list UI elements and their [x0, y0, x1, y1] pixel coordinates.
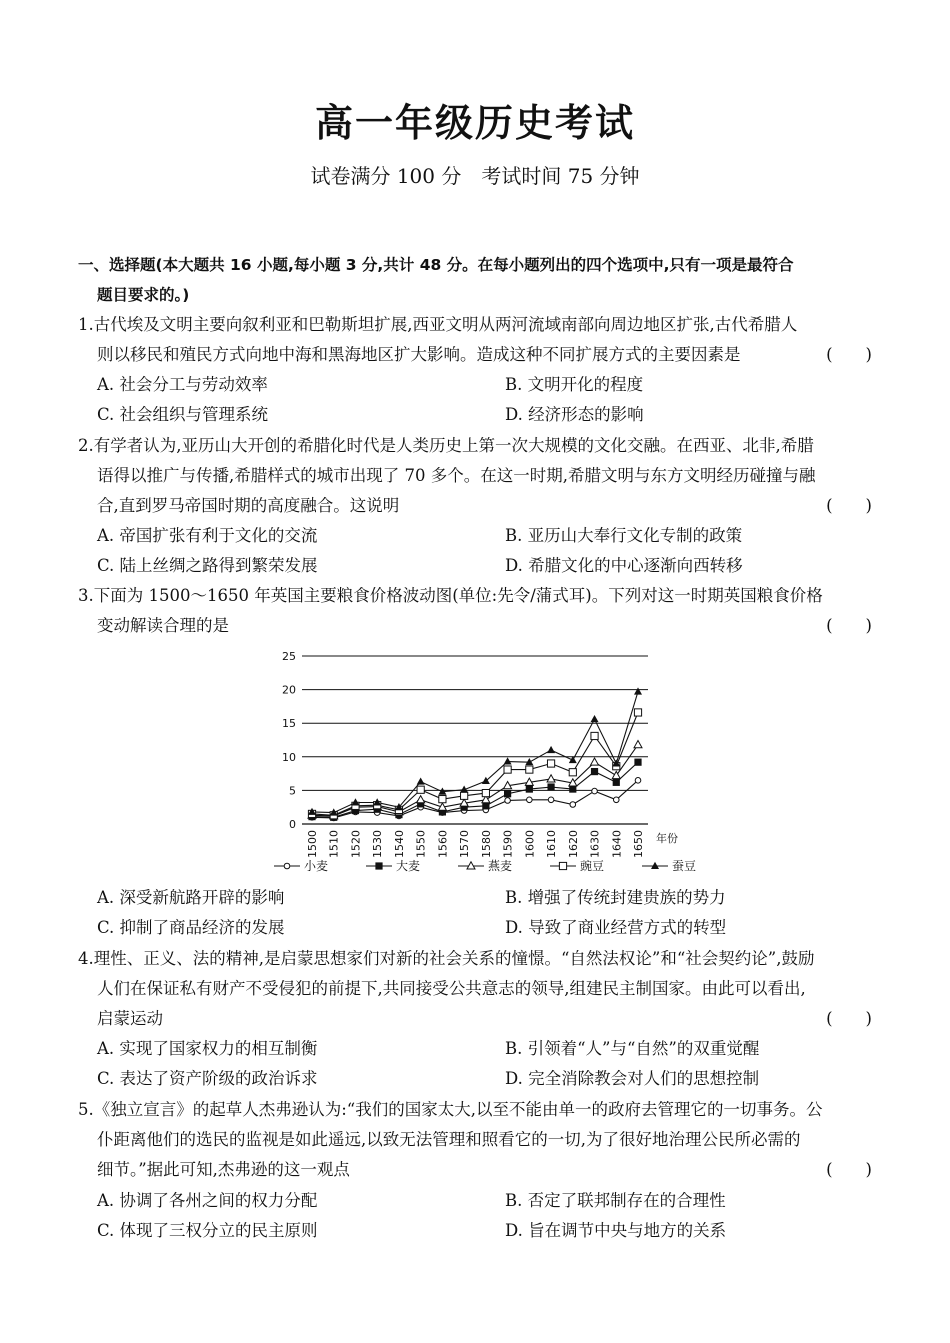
y-tick-label: 5	[289, 784, 296, 798]
data-point	[634, 759, 641, 766]
y-tick-label: 25	[282, 650, 296, 663]
question-4-line-2: 人们在保证私有财产不受侵犯的前提下,共同接受公共意志的领导,组建民主制国家。由此可以看出,	[97, 979, 806, 998]
question-4-line-3: 启蒙运动	[97, 1009, 163, 1028]
question-3-line-1: 3.下面为 1500～1650 年英国主要粮食价格波动图(单位:先令/蒲式耳)。下列对这一时期英国粮食价格	[78, 586, 823, 605]
q4-option-a: A. 实现了国家权力的相互制衡	[97, 1039, 318, 1058]
y-tick-label: 15	[282, 717, 296, 731]
q3-option-b: B. 增强了传统封建贵族的势力	[505, 888, 726, 907]
series-line-2	[312, 762, 638, 817]
data-point	[635, 778, 641, 784]
legend-label: 燕麦	[488, 859, 513, 873]
q2-option-c: C. 陆上丝绸之路得到繁荣发展	[97, 556, 318, 575]
legend-marker	[375, 862, 382, 869]
y-tick-label: 10	[282, 750, 296, 764]
question-2-line-3: 合,直到罗马帝国时期的高度融合。这说明	[97, 496, 400, 515]
q2-option-a: A. 帝国扩张有利于文化的交流	[97, 526, 318, 545]
data-point	[505, 798, 511, 804]
x-tick-label: 1520	[349, 830, 363, 858]
x-tick-label: 1580	[479, 830, 493, 858]
question-1-line-1: 1.古代埃及文明主要向叙利亚和巴勒斯坦扩展,西亚文明从两河流域南部向周边地区扩张,古代希腊人	[78, 315, 798, 334]
data-point	[526, 766, 533, 773]
data-point	[569, 785, 576, 792]
legend-marker	[559, 862, 566, 869]
question-4-line-1: 4.理性、正义、法的精神,是启蒙思想家们对新的社会关系的憧憬。“自然法权论”和“社会契约论”,鼓励	[78, 949, 815, 968]
x-tick-label: 1570	[458, 830, 472, 858]
series-line-4	[312, 712, 638, 815]
exam-subtitle: 试卷满分 100 分 考试时间 75 分钟	[310, 164, 640, 188]
answer-blank-5: ( )	[826, 1160, 872, 1179]
q5-option-c: C. 体现了三权分立的民主原则	[97, 1221, 318, 1240]
data-point	[504, 757, 512, 764]
legend-marker	[467, 862, 475, 869]
x-tick-label: 1530	[371, 830, 385, 858]
question-1-line-2: 则以移民和殖民方式向地中海和黑海地区扩大影响。造成这种不同扩展方式的主要因素是	[97, 345, 741, 364]
x-tick-label: 1640	[610, 830, 624, 858]
q3-option-c: C. 抑制了商品经济的发展	[97, 918, 285, 937]
data-point	[570, 802, 576, 808]
data-point	[591, 715, 599, 722]
question-5-line-1: 5.《独立宣言》的起草人杰弗逊认为:“我们的国家太大,以至不能由单一的政府去管理它的一切事务。公	[78, 1100, 823, 1119]
data-point	[527, 797, 533, 803]
data-point	[504, 790, 511, 797]
y-tick-label: 20	[282, 683, 296, 697]
q1-option-a: A. 社会分工与劳动效率	[97, 375, 268, 394]
answer-blank-2: ( )	[826, 496, 872, 515]
data-point	[482, 789, 489, 796]
data-point	[417, 777, 425, 784]
data-point	[613, 797, 619, 803]
data-point	[634, 709, 641, 716]
data-point	[634, 741, 642, 748]
q4-option-b: B. 引领着“人”与“自然”的双重觉醒	[505, 1039, 760, 1058]
q1-option-b: B. 文明开化的程度	[505, 375, 644, 394]
data-point	[547, 760, 554, 767]
q2-option-d: D. 希腊文化的中心逐渐向西转移	[505, 556, 743, 575]
data-point	[591, 768, 598, 775]
answer-blank-3: ( )	[826, 616, 872, 635]
q3-option-a: A. 深受新航路开辟的影响	[97, 888, 285, 907]
x-tick-label: 1550	[414, 830, 428, 858]
q2-option-b: B. 亚历山大奉行文化专制的政策	[505, 526, 743, 545]
x-tick-label: 1560	[436, 830, 450, 858]
question-5-line-2: 仆距离他们的选民的监视是如此遥远,以致无法管理和照看它的一切,为了很好地治理公民所必需的	[97, 1130, 801, 1149]
x-tick-label: 1630	[588, 830, 602, 858]
question-3-line-2: 变动解读合理的是	[97, 616, 229, 635]
data-point	[482, 802, 489, 809]
data-point	[439, 796, 446, 803]
series-line-1	[312, 780, 638, 818]
y-tick-label: 0	[289, 818, 296, 831]
q1-option-c: C. 社会组织与管理系统	[97, 405, 269, 424]
section-heading: 一、选择题(本大题共 16 小题,每小题 3 分,共计 48 分。在每小题列出的四个选项中,只有一项是最符合	[78, 256, 794, 274]
x-unit-label: 年份	[656, 832, 678, 845]
legend-label: 大麦	[396, 859, 421, 873]
x-tick-label: 1650	[632, 830, 645, 858]
data-point	[592, 788, 598, 794]
q4-option-d: D. 完全消除教会对人们的思想控制	[505, 1069, 760, 1088]
question-5-line-3: 细节。”据此可知,杰弗逊的这一观点	[97, 1160, 350, 1179]
x-tick-label: 1610	[545, 830, 559, 858]
legend-marker	[651, 862, 659, 869]
q1-option-d: D. 经济形态的影响	[505, 405, 644, 424]
answer-blank-1: ( )	[826, 345, 872, 364]
question-2-line-1: 2.有学者认为,亚历山大开创的希腊化时代是人类历史上第一次大规模的文化交融。在西亚、北非,希腊	[78, 436, 814, 455]
q5-option-d: D. 旨在调节中央与地方的关系	[505, 1221, 727, 1240]
data-point	[504, 766, 511, 773]
x-tick-label: 1510	[327, 830, 341, 858]
x-tick-label: 1600	[523, 830, 537, 858]
data-point	[591, 732, 598, 739]
legend-label: 豌豆	[580, 859, 605, 873]
answer-blank-4: ( )	[826, 1009, 872, 1028]
data-point	[461, 792, 468, 799]
q5-option-b: B. 否定了联邦制存在的合理性	[505, 1191, 726, 1210]
grain-price-chart	[270, 644, 720, 880]
data-point	[548, 797, 554, 803]
x-tick-label: 1620	[566, 830, 580, 858]
legend-label: 蚕豆	[672, 859, 697, 873]
question-2-line-2: 语得以推广与传播,希腊样式的城市出现了 70 多个。在这一时期,希腊文明与东方文明经历碰撞与融	[97, 466, 816, 485]
exam-title: 高一年级历史考试	[314, 101, 635, 145]
data-point	[634, 687, 642, 694]
data-point	[526, 785, 533, 792]
x-tick-label: 1500	[306, 830, 319, 858]
legend-marker	[284, 863, 290, 869]
q5-option-a: A. 协调了各州之间的权力分配	[97, 1191, 318, 1210]
data-point	[417, 796, 425, 803]
q4-option-c: C. 表达了资产阶级的政治诉求	[97, 1069, 318, 1088]
data-point	[547, 746, 555, 753]
data-point	[547, 775, 555, 782]
x-tick-label: 1590	[501, 830, 515, 858]
data-point	[547, 783, 554, 790]
data-point	[591, 758, 599, 765]
x-tick-label: 1540	[392, 830, 406, 858]
data-point	[569, 769, 576, 776]
legend-label: 小麦	[304, 859, 329, 873]
data-point	[417, 786, 424, 793]
section-heading-cont: 题目要求的。)	[97, 286, 190, 304]
data-point	[613, 779, 620, 786]
q3-option-d: D. 导致了商业经营方式的转型	[505, 918, 727, 937]
